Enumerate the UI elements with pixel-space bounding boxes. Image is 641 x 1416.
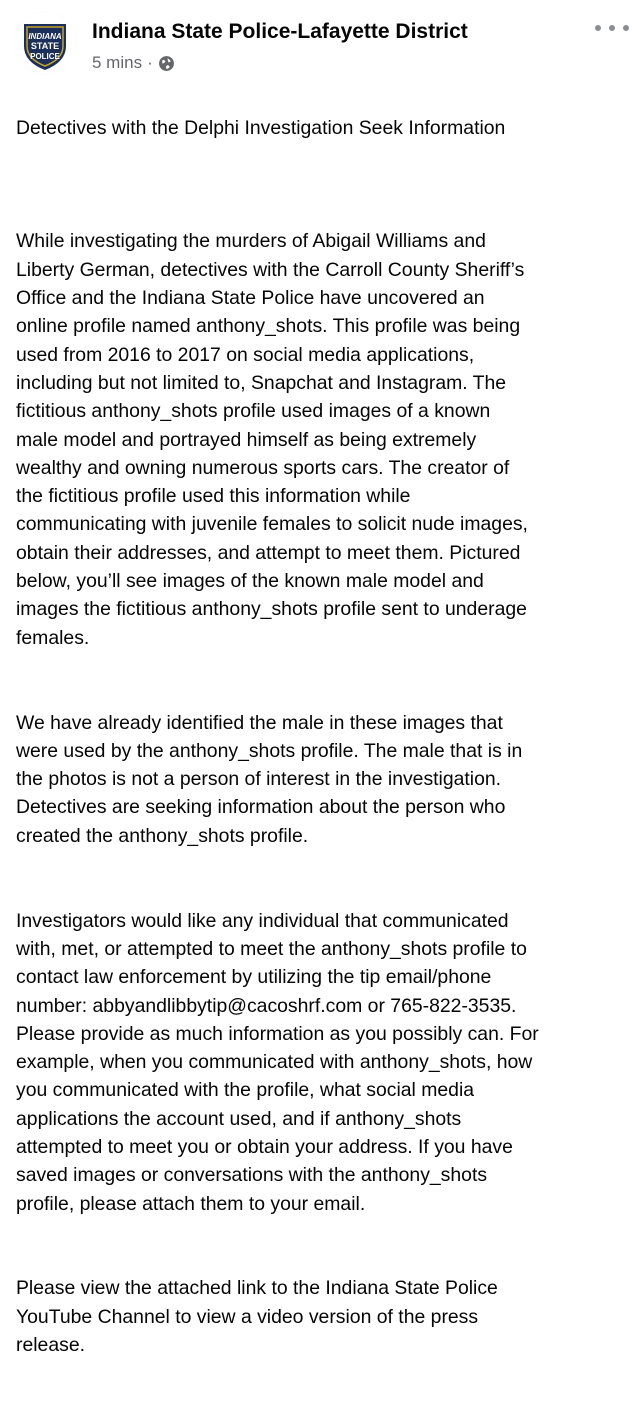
post-meta <box>92 52 175 74</box>
more-horizontal-icon <box>595 25 601 31</box>
more-options-button[interactable] <box>595 18 629 38</box>
logo-text-line1: INDIANA <box>28 32 62 41</box>
more-horizontal-icon <box>623 25 629 31</box>
meta-separator: · <box>147 53 153 72</box>
post-paragraph: Investigators would like any individual that communicated with, met, or attempted to meet the anthony_shots profile to contact law enforcement by utilizing the tip email/phone number: abbyandlibbytip@cacoshrf.com or 765-822-3535. Please provide as much information as you possibly can. For example, when you communicated with anthony_shots, how you communicated with the profile, what social media applications the account used, and if anthony_shots attempted to meet you or obtain your address. If you have saved images or conversations with the anthony_shots profile, please attach them to your email. <box>16 909 539 1215</box>
post-paragraph: We have already identified the male in these images that were used by the anthony_shots profile. The male that is in the photos is not a person of interest in the investigation. Detectives are seeking information about the person who created the anthony_shots profile. <box>16 711 523 847</box>
post-headline: Detectives with the Delphi Investigation Seek Information <box>16 117 506 140</box>
isp-badge-logo <box>14 12 76 74</box>
post-text <box>16 86 632 1416</box>
post-paragraph: Please view the attached link to the Indiana State Police YouTube Channel to view a video version of the press release. <box>16 1277 498 1357</box>
post-header <box>0 0 641 85</box>
post-paragraph: While investigating the murders of Abigail Williams and Liberty German, detectives with the Carroll County Sheriff’s Office and the Indiana State Police have uncovered an online profile named anthony_shots. This profile was being used from 2016 to 2017 on social media applications, including but not limited to, Snapchat and Instagram. The fictitious anthony_shots profile used images of a known male model and portrayed himself as being extremely wealthy and owning numerous sports cars. The creator of the fictitious profile used this information while communicating with juvenile females to solicit nude images, obtain their addresses, and attempt to meet them. Pictured below, you’ll see images of the known male model and images the fictitious anthony_shots profile sent to underage females. <box>16 230 528 649</box>
more-horizontal-icon <box>609 25 615 31</box>
page-avatar[interactable] <box>14 12 76 74</box>
globe-icon[interactable] <box>158 55 175 72</box>
post-timestamp[interactable]: 5 mins <box>92 53 143 72</box>
page-name-link[interactable]: Indiana State Police-Lafayette District <box>92 20 468 43</box>
logo-text-line3: POLICE <box>30 52 60 61</box>
logo-text-line2: STATE <box>30 41 60 51</box>
